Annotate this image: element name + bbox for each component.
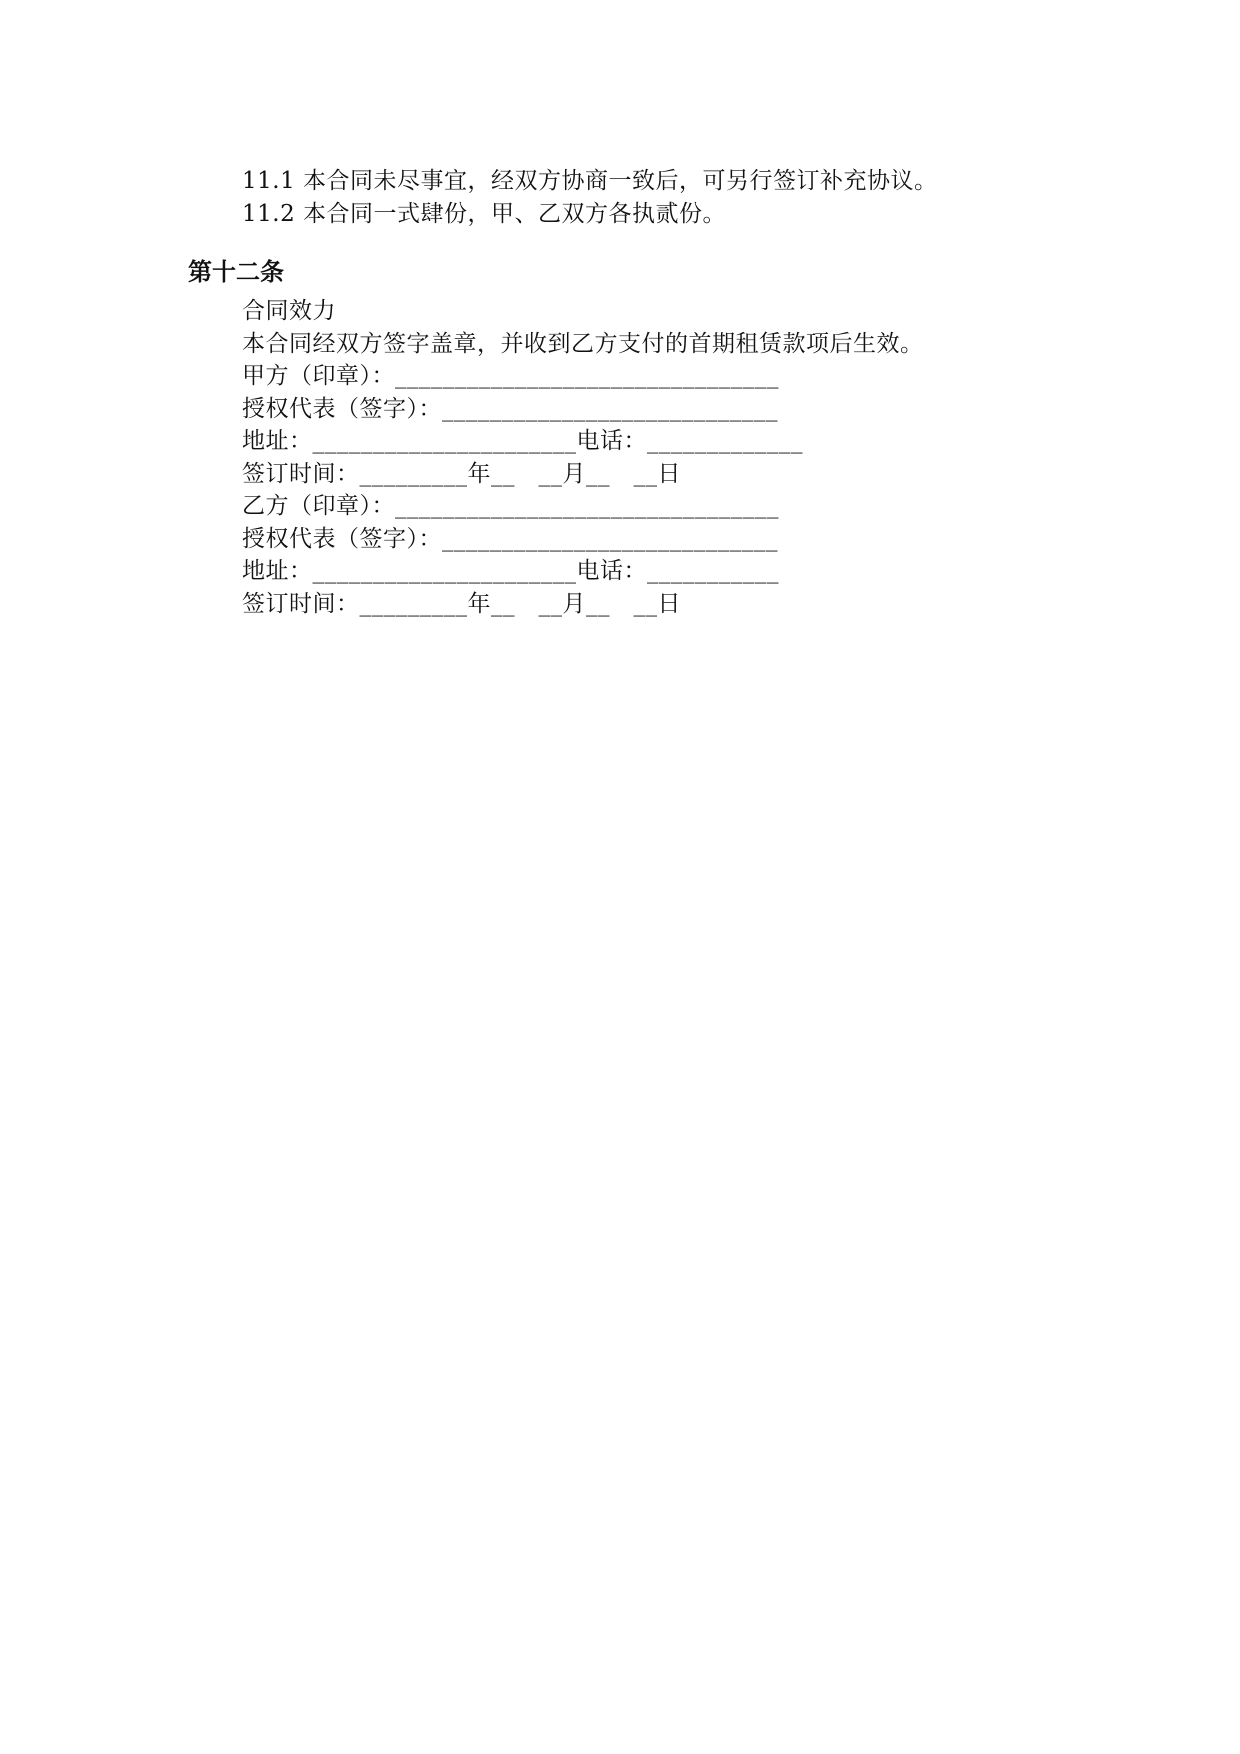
party-b-seal-line: 乙方（印章）：________________________________ bbox=[242, 493, 779, 519]
clause-11-2: 11.2 本合同一式肆份，甲、乙双方各执贰份。 bbox=[242, 201, 727, 227]
party-a-seal-line: 甲方（印章）：________________________________ bbox=[242, 363, 779, 389]
clause-12-body: 本合同经双方签字盖章，并收到乙方支付的首期租赁款项后生效。 bbox=[242, 331, 924, 357]
clause-11-1: 11.1 本合同未尽事宜，经双方协商一致后，可另行签订补充协议。 bbox=[242, 168, 938, 194]
party-a-date-line: 签订时间：_________年__ __月__ __日 bbox=[242, 461, 681, 487]
party-b-rep-line: 授权代表（签字）：____________________________ bbox=[242, 526, 778, 552]
clause-12-subtitle: 合同效力 bbox=[242, 298, 336, 324]
party-b-date-line: 签订时间：_________年__ __月__ __日 bbox=[242, 591, 681, 617]
clause-12-heading: 第十二条 bbox=[188, 258, 284, 286]
party-b-address-line: 地址：______________________电话：___________ bbox=[242, 558, 779, 584]
party-a-address-line: 地址：______________________电话：_____________ bbox=[242, 428, 803, 454]
party-a-rep-line: 授权代表（签字）：____________________________ bbox=[242, 396, 778, 422]
